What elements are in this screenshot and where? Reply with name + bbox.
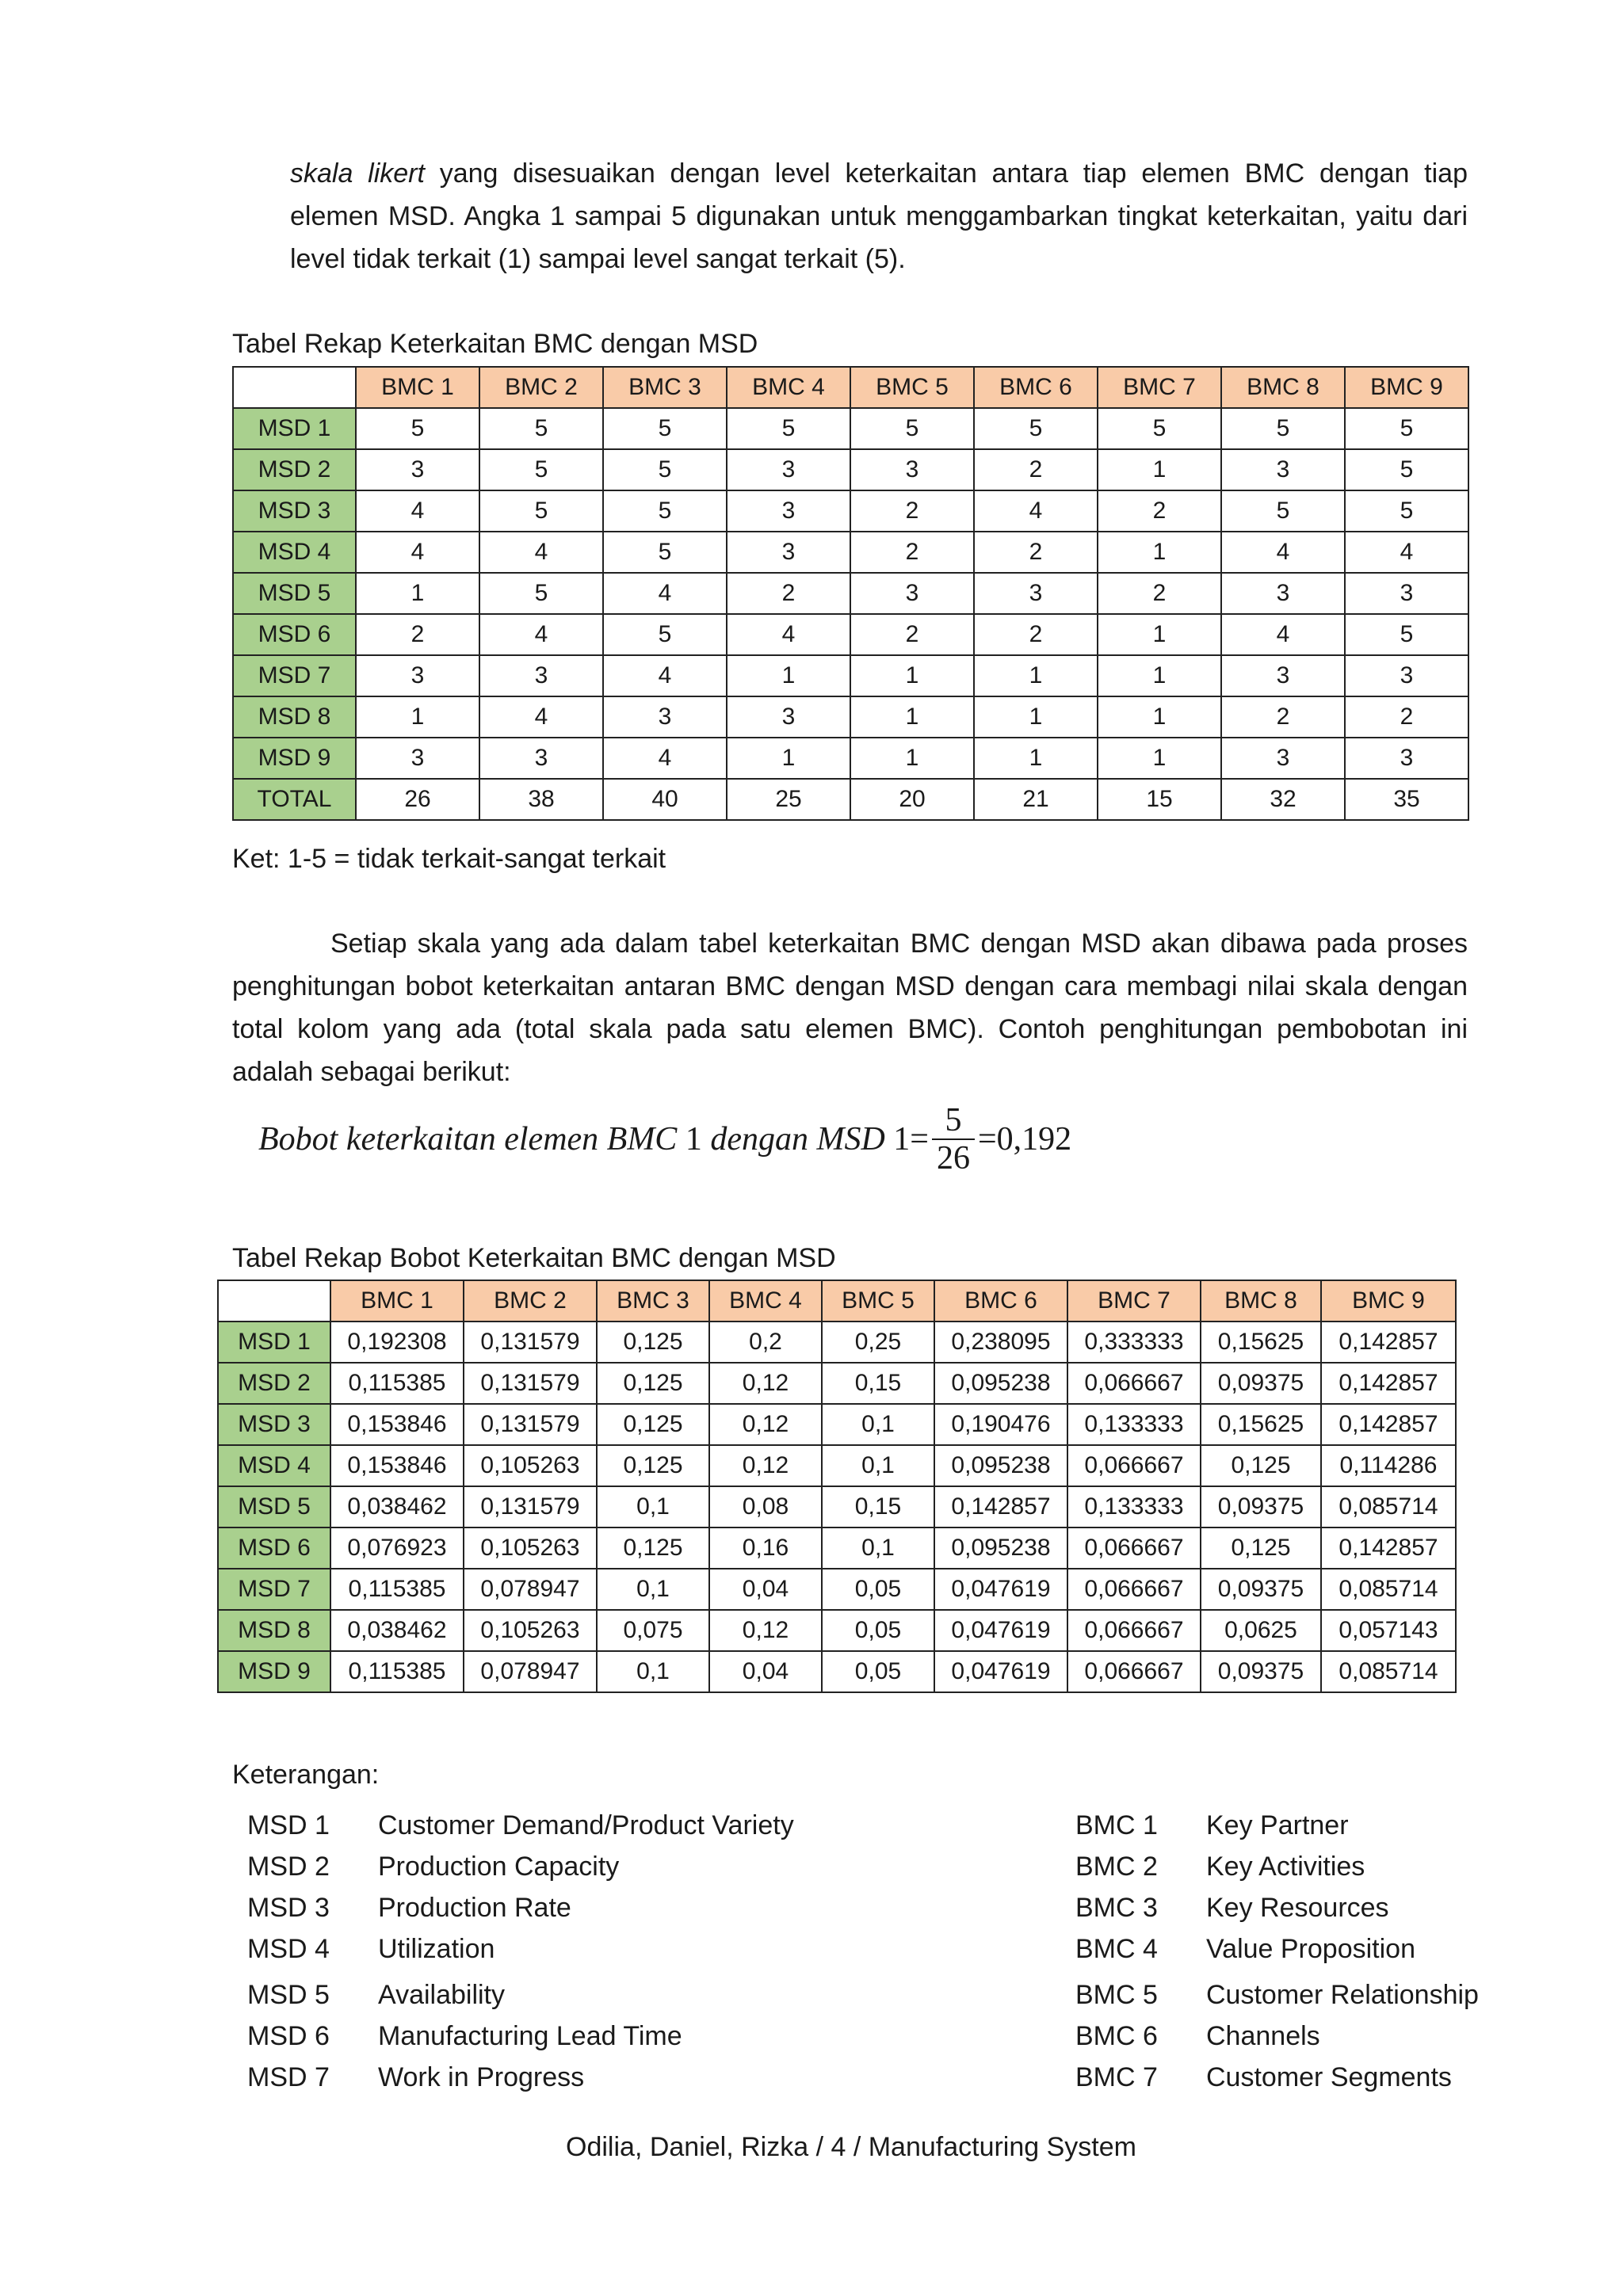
table-cell: 5: [1345, 408, 1468, 449]
table-cell: 5: [1098, 408, 1221, 449]
table-cell: 0,1: [597, 1486, 709, 1527]
table-cell: 4: [356, 532, 479, 573]
table-cell: 5: [603, 532, 727, 573]
table-cell: 0,078947: [464, 1651, 597, 1692]
table-cell: 0,066667: [1067, 1527, 1201, 1569]
table-cell: 0,095238: [934, 1445, 1067, 1486]
table-cell: 2: [850, 490, 974, 532]
table-cell: 5: [1345, 449, 1468, 490]
table-cell: 4: [1221, 532, 1345, 573]
table-cell: 0,115385: [330, 1651, 464, 1692]
table-cell: 5: [603, 490, 727, 532]
table-cell: 0,057143: [1321, 1610, 1456, 1651]
table-cell: 0,131579: [464, 1404, 597, 1445]
table-cell: 2: [974, 449, 1098, 490]
formula-n1: 1: [677, 1121, 711, 1158]
legend-item: [247, 1928, 794, 1970]
column-header: BMC 6: [974, 367, 1098, 408]
table-cell: 0,095238: [934, 1527, 1067, 1569]
table-cell: 0,15: [822, 1363, 934, 1404]
page-footer: Odilia, Daniel, Rizka / 4 / Manufacturing System: [566, 2132, 1136, 2162]
table-cell: 1: [974, 655, 1098, 696]
row-header: MSD 1: [218, 1322, 330, 1363]
msd-legend: [247, 1805, 794, 2098]
table-cell: 1: [356, 696, 479, 738]
table-cell: 0,2: [709, 1322, 822, 1363]
table-cell: 0,1: [822, 1404, 934, 1445]
table-cell: 5: [603, 408, 727, 449]
legend-description: Customer Relationship: [1206, 1980, 1479, 2010]
table-cell: 4: [479, 614, 603, 655]
table-cell: 0,12: [709, 1610, 822, 1651]
table-cell: 0,12: [709, 1445, 822, 1486]
legend-item: [247, 1805, 794, 1846]
table-row: [218, 1486, 1456, 1527]
intro-text: yang disesuaikan dengan level keterkaitan antara tiap elemen BMC dengan tiap elemen MSD. Angka 1 sampai 5 digunakan untuk menggambarkan tingkat keterkaitan, yaitu dari level tidak terkait (1) sampai level sangat terkait (5).: [290, 158, 1468, 274]
row-header: MSD 9: [218, 1651, 330, 1692]
table-cell: 0,142857: [1321, 1363, 1456, 1404]
corner-cell: [218, 1280, 330, 1322]
table-cell: 0,114286: [1321, 1445, 1456, 1486]
table-cell: 3: [356, 738, 479, 779]
legend-code: BMC 4: [1075, 1934, 1158, 1964]
legend-item: [247, 2016, 794, 2057]
bobot-table: [217, 1280, 1457, 1693]
legend-code: MSD 3: [247, 1893, 330, 1923]
table-cell: 0,038462: [330, 1610, 464, 1651]
table-cell: 0,131579: [464, 1486, 597, 1527]
table-cell: 25: [727, 779, 850, 820]
table1-note: Ket: 1-5 = tidak terkait-sangat terkait: [232, 844, 666, 874]
table-cell: 32: [1221, 779, 1345, 820]
legend-code: MSD 7: [247, 2062, 330, 2092]
table-cell: 0,1: [597, 1651, 709, 1692]
table-cell: 5: [1345, 490, 1468, 532]
table-row: [233, 532, 1468, 573]
legend-code: MSD 5: [247, 1980, 330, 2010]
table-cell: 0,09375: [1201, 1486, 1321, 1527]
body-paragraph: Setiap skala yang ada dalam tabel keterkaitan BMC dengan MSD akan dibawa pada proses penghitungan bobot keterkaitan antaran BMC dengan MSD dengan cara membagi nilai skala dengan total kolom yang ada (total skala pada satu elemen BMC). Contoh penghitungan pembobotan ini adalah sebagai berikut:: [232, 929, 1468, 1087]
legend-code: MSD 4: [247, 1934, 330, 1964]
column-header: BMC 1: [330, 1280, 464, 1322]
table-cell: 1: [1098, 614, 1221, 655]
table-cell: 3: [356, 449, 479, 490]
column-header: BMC 7: [1067, 1280, 1201, 1322]
row-header: MSD 4: [218, 1445, 330, 1486]
table-cell: 5: [1221, 490, 1345, 532]
table-cell: 1: [850, 738, 974, 779]
column-header: BMC 2: [464, 1280, 597, 1322]
table-cell: 0,25: [822, 1322, 934, 1363]
table-cell: 2: [1098, 490, 1221, 532]
table-cell: 2: [1221, 696, 1345, 738]
table-cell: 0,066667: [1067, 1569, 1201, 1610]
table-cell: 1: [850, 655, 974, 696]
formula-denominator: 26: [936, 1140, 970, 1177]
legend-description: Production Rate: [378, 1893, 571, 1923]
corner-cell: [233, 367, 356, 408]
table-cell: 3: [356, 655, 479, 696]
row-header: MSD 7: [233, 655, 356, 696]
table-row: [233, 573, 1468, 614]
legend-description: Channels: [1206, 2021, 1320, 2051]
table-cell: 0,125: [597, 1322, 709, 1363]
table-cell: 0,153846: [330, 1404, 464, 1445]
table-cell: 0,075: [597, 1610, 709, 1651]
table-cell: 5: [1345, 614, 1468, 655]
table-cell: 0,09375: [1201, 1569, 1321, 1610]
table-cell: 0,04: [709, 1569, 822, 1610]
table-cell: 3: [1345, 573, 1468, 614]
formula-result: 0,192: [996, 1121, 1072, 1158]
table-cell: 3: [727, 532, 850, 573]
column-header: BMC 7: [1098, 367, 1221, 408]
table-cell: 0,333333: [1067, 1322, 1201, 1363]
table-cell: 0,15: [822, 1486, 934, 1527]
table-cell: 0,115385: [330, 1569, 464, 1610]
row-header: MSD 6: [233, 614, 356, 655]
legend-code: MSD 1: [247, 1810, 330, 1840]
table-cell: 0,09375: [1201, 1651, 1321, 1692]
formula-fraction: [932, 1102, 975, 1177]
table-cell: 0,125: [597, 1404, 709, 1445]
table-cell: 0,05: [822, 1569, 934, 1610]
table-cell: 5: [1221, 408, 1345, 449]
table-row: [233, 490, 1468, 532]
table-cell: 0,047619: [934, 1651, 1067, 1692]
table-cell: 0,125: [597, 1445, 709, 1486]
legend-description: Key Resources: [1206, 1893, 1389, 1923]
table-cell: 5: [974, 408, 1098, 449]
table-cell: 0,085714: [1321, 1569, 1456, 1610]
table-cell: 0,192308: [330, 1322, 464, 1363]
legend-description: Availability: [378, 1980, 506, 2010]
table-row: [218, 1404, 1456, 1445]
column-header: BMC 4: [709, 1280, 822, 1322]
column-header: BMC 2: [479, 367, 603, 408]
legend-item: [1075, 1974, 1479, 2016]
table-cell: 4: [603, 573, 727, 614]
row-header: MSD 3: [233, 490, 356, 532]
formula-lhs: Bobot keterkaitan elemen BMC: [258, 1121, 678, 1158]
legend-code: BMC 5: [1075, 1980, 1158, 2010]
legend-description: Work in Progress: [378, 2062, 585, 2092]
table-cell: 3: [1221, 655, 1345, 696]
table2-caption: Tabel Rekap Bobot Keterkaitan BMC dengan MSD: [232, 1243, 836, 1273]
row-header: MSD 8: [233, 696, 356, 738]
table-cell: 5: [479, 408, 603, 449]
column-header: BMC 6: [934, 1280, 1067, 1322]
table-cell: 1: [850, 696, 974, 738]
table-cell: 0,066667: [1067, 1610, 1201, 1651]
table-cell: 0,131579: [464, 1363, 597, 1404]
table-cell: 0,04: [709, 1651, 822, 1692]
table-cell: 40: [603, 779, 727, 820]
table-cell: 5: [479, 449, 603, 490]
legend-description: Customer Demand/Product Variety: [378, 1810, 794, 1840]
table-cell: 3: [727, 490, 850, 532]
table-cell: 0,133333: [1067, 1486, 1201, 1527]
table-cell: 5: [479, 573, 603, 614]
table-cell: 1: [1098, 696, 1221, 738]
table-cell: 3: [1345, 738, 1468, 779]
table-cell: 5: [356, 408, 479, 449]
table-cell: 4: [1345, 532, 1468, 573]
row-header: MSD 7: [218, 1569, 330, 1610]
table-cell: 0,085714: [1321, 1651, 1456, 1692]
intro-italic-term: skala likert: [290, 158, 425, 189]
table-cell: 0,142857: [1321, 1322, 1456, 1363]
legend-item: [1075, 1887, 1479, 1928]
legend-description: Customer Segments: [1206, 2062, 1452, 2092]
column-header: BMC 9: [1345, 367, 1468, 408]
table-cell: 1: [727, 738, 850, 779]
table-cell: 0,1: [822, 1445, 934, 1486]
legend-item: [247, 1887, 794, 1928]
header-row: [233, 367, 1468, 408]
table-row: [233, 614, 1468, 655]
table-cell: 2: [974, 614, 1098, 655]
table-cell: 4: [479, 696, 603, 738]
table-cell: 3: [1221, 449, 1345, 490]
column-header: BMC 4: [727, 367, 850, 408]
legend-item: [1075, 1928, 1479, 1970]
legend-code: BMC 3: [1075, 1893, 1158, 1923]
legend-item: [247, 1974, 794, 2016]
table-row: [233, 655, 1468, 696]
row-header: TOTAL: [233, 779, 356, 820]
header-row: [218, 1280, 1456, 1322]
column-header: BMC 5: [850, 367, 974, 408]
row-header: MSD 5: [233, 573, 356, 614]
row-header: MSD 4: [233, 532, 356, 573]
table-cell: 4: [727, 614, 850, 655]
table-cell: 0,142857: [934, 1486, 1067, 1527]
row-header: MSD 5: [218, 1486, 330, 1527]
table-row: [233, 696, 1468, 738]
column-header: BMC 9: [1321, 1280, 1456, 1322]
row-header: MSD 8: [218, 1610, 330, 1651]
table-cell: 5: [850, 408, 974, 449]
table-cell: 4: [356, 490, 479, 532]
table-cell: 1: [727, 655, 850, 696]
formula-n2: 1: [884, 1121, 911, 1158]
table-cell: 0,16: [709, 1527, 822, 1569]
table-cell: 0,190476: [934, 1404, 1067, 1445]
formula-eq2: =: [977, 1121, 997, 1158]
table-cell: 3: [479, 738, 603, 779]
table-cell: 1: [1098, 655, 1221, 696]
table-cell: 35: [1345, 779, 1468, 820]
legend-description: Production Capacity: [378, 1852, 620, 1882]
formula-eq1: =: [910, 1121, 929, 1158]
table-cell: 1: [356, 573, 479, 614]
legend-item: [247, 2057, 794, 2098]
column-header: BMC 8: [1221, 367, 1345, 408]
table-cell: 2: [356, 614, 479, 655]
legend-description: Manufacturing Lead Time: [378, 2021, 682, 2051]
table-cell: 0,1: [597, 1569, 709, 1610]
row-header: MSD 2: [218, 1363, 330, 1404]
table-cell: 0,12: [709, 1363, 822, 1404]
table-cell: 3: [479, 655, 603, 696]
table-cell: 4: [974, 490, 1098, 532]
table-cell: 0,15625: [1201, 1322, 1321, 1363]
table-cell: 0,08: [709, 1486, 822, 1527]
table-row: [233, 779, 1468, 820]
legend-item: [1075, 2016, 1479, 2057]
table-row: [233, 408, 1468, 449]
row-header: MSD 6: [218, 1527, 330, 1569]
table-cell: 0,0625: [1201, 1610, 1321, 1651]
legend-item: [1075, 2057, 1479, 2098]
formula: [258, 1092, 1071, 1187]
legend-item: [1075, 1846, 1479, 1887]
legend-code: BMC 1: [1075, 1810, 1158, 1840]
table-cell: 5: [603, 614, 727, 655]
table-cell: 0,15625: [1201, 1404, 1321, 1445]
legend-code: MSD 2: [247, 1852, 330, 1882]
table-cell: 0,125: [597, 1363, 709, 1404]
table-cell: 2: [1098, 573, 1221, 614]
table-cell: 3: [727, 696, 850, 738]
row-header: MSD 3: [218, 1404, 330, 1445]
table-row: [218, 1569, 1456, 1610]
table-cell: 2: [974, 532, 1098, 573]
table-cell: 3: [850, 573, 974, 614]
legend-code: BMC 6: [1075, 2021, 1158, 2051]
table-cell: 3: [727, 449, 850, 490]
legend-description: Value Proposition: [1206, 1934, 1415, 1964]
table-cell: 0,125: [1201, 1445, 1321, 1486]
table-cell: 0,047619: [934, 1569, 1067, 1610]
table-row: [233, 738, 1468, 779]
table-cell: 3: [974, 573, 1098, 614]
table-cell: 20: [850, 779, 974, 820]
table-cell: 1: [1098, 532, 1221, 573]
table-cell: 2: [850, 532, 974, 573]
table-cell: 0,066667: [1067, 1363, 1201, 1404]
legend-code: MSD 6: [247, 2021, 330, 2051]
table-cell: 0,133333: [1067, 1404, 1201, 1445]
table-row: [218, 1527, 1456, 1569]
table-cell: 0,142857: [1321, 1404, 1456, 1445]
table-cell: 0,095238: [934, 1363, 1067, 1404]
table-cell: 0,09375: [1201, 1363, 1321, 1404]
table-cell: 0,153846: [330, 1445, 464, 1486]
table-cell: 1: [1098, 738, 1221, 779]
table-cell: 26: [356, 779, 479, 820]
table-cell: 2: [1345, 696, 1468, 738]
table-cell: 0,05: [822, 1651, 934, 1692]
legend-description: Key Activities: [1206, 1852, 1365, 1882]
table-cell: 0,066667: [1067, 1651, 1201, 1692]
table-row: [218, 1363, 1456, 1404]
table-row: [218, 1610, 1456, 1651]
table-cell: 5: [727, 408, 850, 449]
table-row: [218, 1651, 1456, 1692]
table-cell: 0,05: [822, 1610, 934, 1651]
table-cell: 1: [974, 696, 1098, 738]
legend-code: BMC 7: [1075, 2062, 1158, 2092]
table-cell: 0,115385: [330, 1363, 464, 1404]
formula-mid: dengan MSD: [710, 1121, 885, 1158]
table-cell: 0,105263: [464, 1527, 597, 1569]
table-cell: 4: [1221, 614, 1345, 655]
table-cell: 0,125: [597, 1527, 709, 1569]
table-cell: 0,038462: [330, 1486, 464, 1527]
table-cell: 3: [603, 696, 727, 738]
table-cell: 0,066667: [1067, 1445, 1201, 1486]
table-cell: 4: [479, 532, 603, 573]
column-header: BMC 1: [356, 367, 479, 408]
table-cell: 3: [1345, 655, 1468, 696]
row-header: MSD 1: [233, 408, 356, 449]
table-cell: 0,125: [1201, 1527, 1321, 1569]
table-cell: 0,047619: [934, 1610, 1067, 1651]
table-row: [233, 449, 1468, 490]
intro-paragraph: [290, 152, 1468, 280]
legend-code: BMC 2: [1075, 1852, 1158, 1882]
table-cell: 1: [974, 738, 1098, 779]
column-header: BMC 5: [822, 1280, 934, 1322]
column-header: BMC 8: [1201, 1280, 1321, 1322]
legend-item: [1075, 1805, 1479, 1846]
formula-numerator: 5: [945, 1102, 962, 1138]
table-cell: 0,105263: [464, 1610, 597, 1651]
table-cell: 5: [603, 449, 727, 490]
table-cell: 3: [850, 449, 974, 490]
table-row: [218, 1322, 1456, 1363]
table-cell: 38: [479, 779, 603, 820]
table-cell: 0,238095: [934, 1322, 1067, 1363]
table-cell: 3: [1221, 738, 1345, 779]
table-cell: 0,1: [822, 1527, 934, 1569]
table-cell: 5: [479, 490, 603, 532]
table-cell: 0,12: [709, 1404, 822, 1445]
keterkaitan-table: [232, 366, 1469, 821]
table-cell: 0,105263: [464, 1445, 597, 1486]
table-cell: 2: [850, 614, 974, 655]
row-header: MSD 2: [233, 449, 356, 490]
keterangan-label: Keterangan:: [232, 1760, 380, 1790]
column-header: BMC 3: [597, 1280, 709, 1322]
table-row: [218, 1445, 1456, 1486]
column-header: BMC 3: [603, 367, 727, 408]
table-cell: 2: [727, 573, 850, 614]
table-cell: 0,142857: [1321, 1527, 1456, 1569]
table-cell: 0,085714: [1321, 1486, 1456, 1527]
row-header: MSD 9: [233, 738, 356, 779]
table-cell: 15: [1098, 779, 1221, 820]
table-cell: 0,076923: [330, 1527, 464, 1569]
table-cell: 4: [603, 655, 727, 696]
table-cell: 4: [603, 738, 727, 779]
table1-caption: Tabel Rekap Keterkaitan BMC dengan MSD: [232, 329, 758, 359]
table-cell: 21: [974, 779, 1098, 820]
table-cell: 0,131579: [464, 1322, 597, 1363]
bmc-legend: [1075, 1805, 1479, 2098]
table-cell: 3: [1221, 573, 1345, 614]
legend-description: Key Partner: [1206, 1810, 1349, 1840]
legend-item: [247, 1846, 794, 1887]
table-cell: 0,078947: [464, 1569, 597, 1610]
legend-description: Utilization: [378, 1934, 495, 1964]
table-cell: 1: [1098, 449, 1221, 490]
